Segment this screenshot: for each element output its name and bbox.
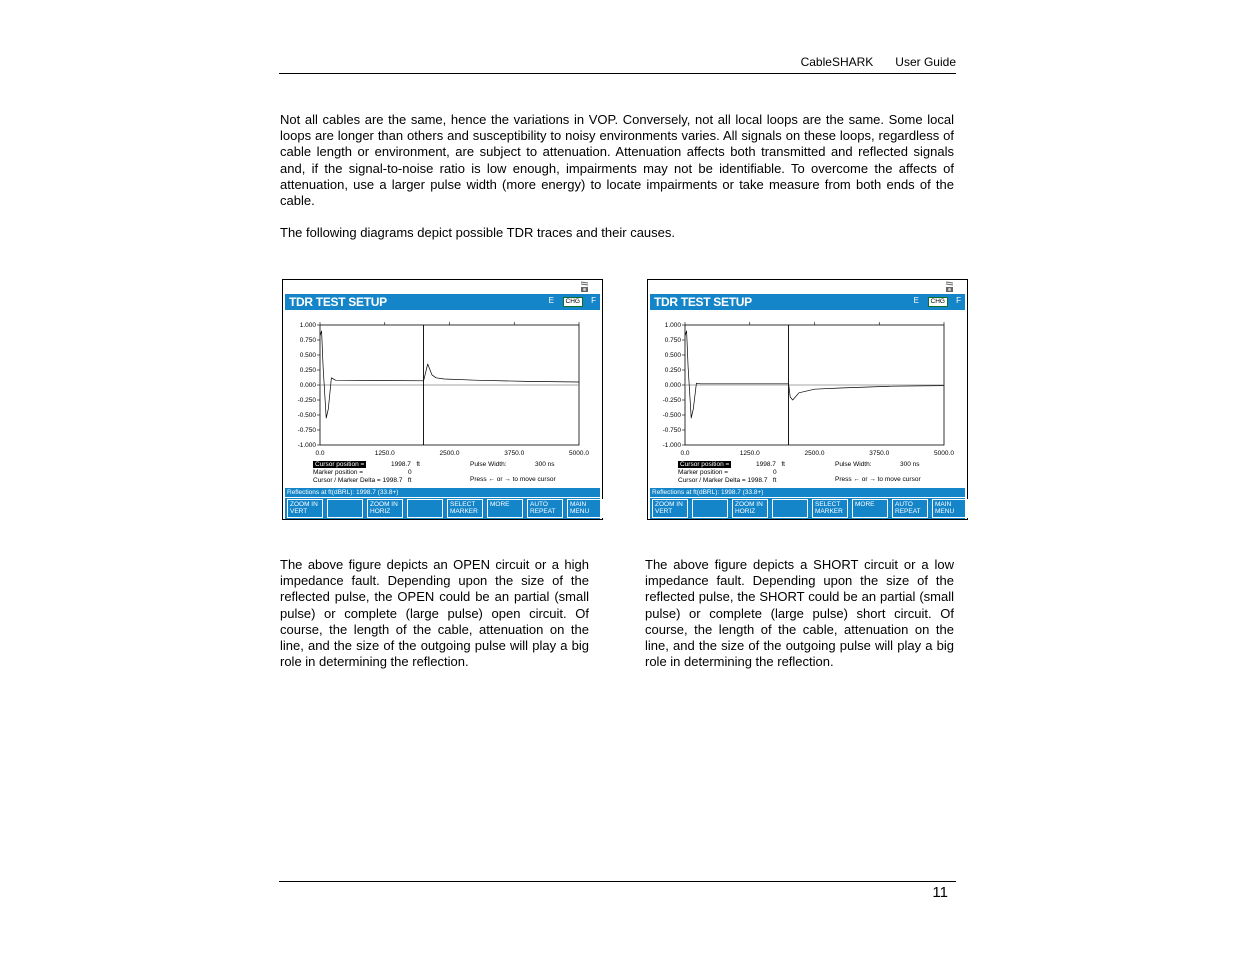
x-tick-label: 0.0 <box>680 450 690 457</box>
y-tick-label: -0.250 <box>297 397 316 405</box>
zoom-in-horiz-button[interactable]: ZOOM IN HORIZ <box>732 499 768 518</box>
screen-title: TDR TEST SETUP <box>654 295 752 309</box>
footer-rule <box>279 881 956 882</box>
x-tick-label: 1250.0 <box>374 450 395 457</box>
page-number: 11 <box>932 884 948 901</box>
indicator-e: E <box>913 296 919 305</box>
x-tick-label: 5000.0 <box>569 450 589 457</box>
caption-short-circuit: The above figure depicts a SHORT circuit or a low impedance fault. Depending upon the size of the reflected pulse, the SHORT could be an partial (small pulse) or complete (large pulse) short circuit. Of course, the length of the cable, attenuation on the line, and the size of the outgoing pulse will play a big role in determining the reflection. <box>645 557 954 670</box>
pulse-width-value: 300 ns <box>535 461 555 468</box>
marker-position-value: 0 <box>773 469 777 476</box>
auto-repeat-button[interactable]: AUTO REPEAT <box>892 499 928 518</box>
y-tick-label: 0.250 <box>664 367 681 375</box>
cursor-hint: Press ← or → to move cursor <box>470 476 556 483</box>
y-tick-label: -1.000 <box>662 442 681 450</box>
more-button[interactable]: MORE <box>487 499 523 518</box>
softkey-2-button[interactable] <box>327 499 363 518</box>
reflections-status: Reflections at ft(dBRL): 1998.7 (33.8+) <box>285 488 600 497</box>
indicator-f: F <box>591 296 596 305</box>
tdr-plot <box>283 310 602 460</box>
y-tick-label: 0.500 <box>664 352 681 360</box>
header-product: CableSHARK <box>800 55 874 69</box>
y-tick-label: 0.250 <box>299 367 316 375</box>
y-tick-label: 0.500 <box>299 352 316 360</box>
y-tick-label: 0.000 <box>299 382 316 390</box>
tdr-trace <box>685 331 944 418</box>
screen-title: TDR TEST SETUP <box>289 295 387 309</box>
softkey-bar <box>285 498 600 519</box>
cursor-position-label[interactable]: Cursor position = <box>680 461 730 468</box>
cursor-position-value: 1998.7 ft <box>391 461 420 468</box>
zoom-in-vert-button[interactable]: ZOOM IN VERT <box>652 499 688 518</box>
x-tick-label: 2500.0 <box>439 450 460 457</box>
zoom-in-horiz-button[interactable]: ZOOM IN HORIZ <box>367 499 403 518</box>
x-tick-label: 0.0 <box>315 450 325 457</box>
indicator-f: F <box>956 296 961 305</box>
y-tick-label: -0.500 <box>297 412 316 420</box>
cursor-hint: Press ← or → to move cursor <box>835 476 921 483</box>
printer-icon <box>579 281 590 293</box>
pulse-width-value: 300 ns <box>900 461 920 468</box>
y-tick-label: 1.000 <box>664 322 681 330</box>
y-tick-label: -0.750 <box>662 427 681 435</box>
select-marker-button[interactable]: SELECT MARKER <box>812 499 848 518</box>
zoom-in-vert-button[interactable]: ZOOM IN VERT <box>287 499 323 518</box>
body-paragraph-2: The following diagrams depict possible TDR traces and their causes. <box>280 225 676 240</box>
page-header <box>279 55 956 73</box>
marker-position-label: Marker position = <box>678 469 729 476</box>
tdr-screen-open <box>282 279 603 520</box>
printer-icon <box>944 281 955 293</box>
main-menu-button[interactable]: MAIN MENU <box>932 499 968 518</box>
x-tick-label: 2500.0 <box>804 450 825 457</box>
y-tick-label: -0.750 <box>297 427 316 435</box>
marker-position-label: Marker position = <box>313 469 364 476</box>
y-tick-label: -1.000 <box>297 442 316 450</box>
indicator-e: E <box>548 296 554 305</box>
marker-position-value: 0 <box>408 469 412 476</box>
auto-repeat-button[interactable]: AUTO REPEAT <box>527 499 563 518</box>
y-tick-label: 0.750 <box>664 337 681 345</box>
tdr-trace <box>320 331 579 418</box>
cursor-marker-delta: Cursor / Marker Delta = 1998.7 ft <box>313 477 412 484</box>
cursor-marker-delta: Cursor / Marker Delta = 1998.7 ft <box>678 477 777 484</box>
y-tick-label: 1.000 <box>299 322 316 330</box>
reflections-status: Reflections at ft(dBRL): 1998.7 (33.8+) <box>650 488 965 497</box>
cursor-position-value: 1998.7 ft <box>756 461 785 468</box>
indicator-chg: CHG <box>563 297 583 307</box>
screen-title-bar <box>650 294 965 310</box>
y-tick-label: -0.250 <box>662 397 681 405</box>
softkey-4-button[interactable] <box>407 499 443 518</box>
tdr-screen-short <box>647 279 968 520</box>
caption-open-circuit: The above figure depicts an OPEN circuit or a high impedance fault. Depending upon the size of the reflected pulse, the OPEN could be an partial (small pulse) or complete (large pulse) open circuit. Of course, the length of the cable, attenuation on the line, and the size of the outgoing pulse will play a big role in determining the reflection. <box>280 557 589 670</box>
screen-title-bar <box>285 294 600 310</box>
x-tick-label: 3750.0 <box>504 450 525 457</box>
y-tick-label: 0.750 <box>299 337 316 345</box>
x-tick-label: 1250.0 <box>739 450 760 457</box>
header-rule <box>279 73 956 74</box>
softkey-2-button[interactable] <box>692 499 728 518</box>
indicator-chg: CHG <box>928 297 948 307</box>
main-menu-button[interactable]: MAIN MENU <box>567 499 603 518</box>
cursor-position-label[interactable]: Cursor position = <box>315 461 365 468</box>
tdr-plot <box>648 310 967 460</box>
softkey-4-button[interactable] <box>772 499 808 518</box>
pulse-width-label: Pulse Width: <box>470 461 507 468</box>
y-tick-label: -0.500 <box>662 412 681 420</box>
header-doc: User Guide <box>895 55 956 69</box>
pulse-width-label: Pulse Width: <box>835 461 872 468</box>
x-tick-label: 3750.0 <box>869 450 890 457</box>
select-marker-button[interactable]: SELECT MARKER <box>447 499 483 518</box>
more-button[interactable]: MORE <box>852 499 888 518</box>
y-tick-label: 0.000 <box>664 382 681 390</box>
x-tick-label: 5000.0 <box>934 450 954 457</box>
body-paragraph-1: Not all cables are the same, hence the variations in VOP. Conversely, not all local loops are the same. Some local loops are longer than others and susceptibility to noisy environments varies. All signals on these loops, regardless of cable length or environment, are subject to attenuation. Attenuation affects both transmitted and reflected signals and, if the signal-to-noise ratio is low enough, impairments may not be identifiable. To overcome the affects of attenuation, use a larger pulse width (more energy) to locate impairments or take measure from both ends of the cable. <box>280 112 954 209</box>
softkey-bar <box>650 498 965 519</box>
